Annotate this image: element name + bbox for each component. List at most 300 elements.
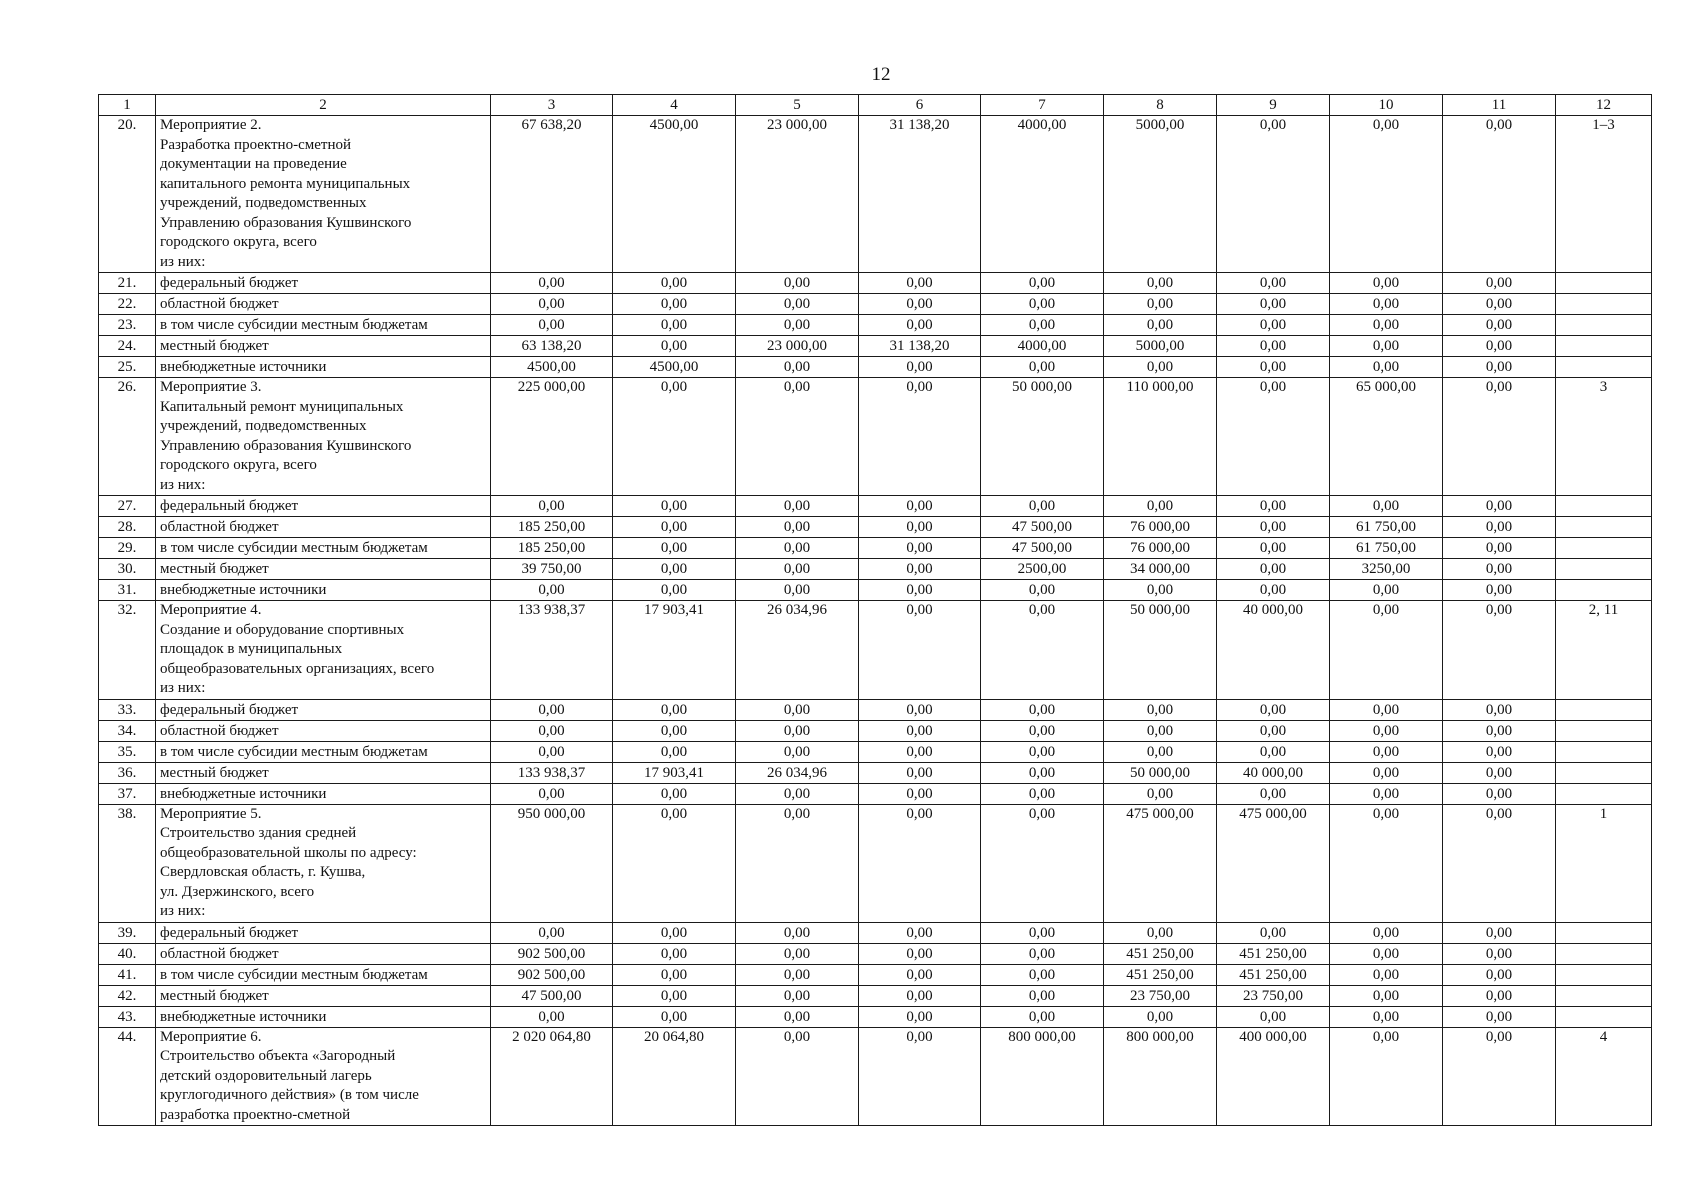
value-cell: 0,00 <box>859 538 981 559</box>
value-cell: 0,00 <box>1443 943 1556 964</box>
value-cell: 0,00 <box>736 783 859 804</box>
row-name-line: общеобразовательных организациях, всего <box>160 660 435 677</box>
table-row <box>99 699 1652 720</box>
value-cell: 0,00 <box>859 357 981 378</box>
table-row <box>99 315 1652 336</box>
value-cell: 451 250,00 <box>1217 964 1330 985</box>
value-cell: 0,00 <box>1443 538 1556 559</box>
header-row <box>99 95 1652 116</box>
value-cell: 0,00 <box>1330 294 1443 315</box>
row-name <box>156 1027 491 1126</box>
row-name-line: учреждений, подведомственных <box>160 195 367 211</box>
value-cell: 0,00 <box>1443 273 1556 294</box>
row-name: местный бюджет <box>156 762 491 783</box>
value-cell: 0,00 <box>981 741 1104 762</box>
target-indicators-cell <box>1556 964 1652 985</box>
value-cell: 0,00 <box>491 720 613 741</box>
value-cell: 0,00 <box>859 517 981 538</box>
value-cell: 0,00 <box>1217 357 1330 378</box>
column-header-5: 5 <box>736 95 859 116</box>
value-cell: 0,00 <box>981 943 1104 964</box>
value-cell: 0,00 <box>859 964 981 985</box>
budget-table <box>98 94 1652 1126</box>
value-cell: 0,00 <box>1330 804 1443 922</box>
row-number: 40. <box>99 943 156 964</box>
target-indicators-cell <box>1556 315 1652 336</box>
value-cell: 950 000,00 <box>491 804 613 922</box>
row-name-line: Управлению образования Кушвинского <box>160 437 412 454</box>
value-cell: 0,00 <box>1443 517 1556 538</box>
column-header-4: 4 <box>613 95 736 116</box>
value-cell: 0,00 <box>1443 922 1556 943</box>
row-name-line: разработка проектно-сметной <box>160 1106 351 1123</box>
row-name: федеральный бюджет <box>156 922 491 943</box>
value-cell: 0,00 <box>1217 496 1330 517</box>
value-cell: 0,00 <box>1104 922 1217 943</box>
value-cell: 0,00 <box>981 964 1104 985</box>
value-cell: 4500,00 <box>613 357 736 378</box>
value-cell: 4500,00 <box>491 357 613 378</box>
value-cell: 3250,00 <box>1330 559 1443 580</box>
target-indicators-cell: 1–3 <box>1556 116 1652 273</box>
value-cell: 0,00 <box>736 294 859 315</box>
target-indicators-cell <box>1556 580 1652 601</box>
row-name-line: Разработка проектно-сметной <box>160 136 351 153</box>
value-cell: 0,00 <box>981 762 1104 783</box>
value-cell: 0,00 <box>1443 741 1556 762</box>
value-cell: 40 000,00 <box>1217 762 1330 783</box>
value-cell: 0,00 <box>736 985 859 1006</box>
table-row <box>99 1006 1652 1027</box>
value-cell: 0,00 <box>1217 116 1330 273</box>
row-number: 42. <box>99 985 156 1006</box>
value-cell: 0,00 <box>1217 922 1330 943</box>
table-row <box>99 378 1652 496</box>
table-row <box>99 741 1652 762</box>
row-name-line: общеобразовательной школы по адресу: <box>160 844 417 861</box>
value-cell: 61 750,00 <box>1330 517 1443 538</box>
target-indicators-cell <box>1556 922 1652 943</box>
value-cell: 0,00 <box>613 922 736 943</box>
value-cell: 0,00 <box>981 720 1104 741</box>
value-cell: 0,00 <box>1104 1006 1217 1027</box>
row-number: 44. <box>99 1027 156 1126</box>
value-cell: 0,00 <box>981 985 1104 1006</box>
row-name: в том числе субсидии местным бюджетам <box>156 964 491 985</box>
column-header-1: 1 <box>99 95 156 116</box>
row-name: областной бюджет <box>156 294 491 315</box>
row-name: внебюджетные источники <box>156 783 491 804</box>
target-indicators-cell: 1 <box>1556 804 1652 922</box>
value-cell: 0,00 <box>859 580 981 601</box>
value-cell: 0,00 <box>1330 601 1443 700</box>
value-cell: 0,00 <box>1443 294 1556 315</box>
row-name-line: Мероприятие 6. <box>160 1028 262 1045</box>
value-cell: 0,00 <box>1443 315 1556 336</box>
row-name-line: городского округа, всего <box>160 457 317 473</box>
value-cell: 0,00 <box>613 783 736 804</box>
column-header-9: 9 <box>1217 95 1330 116</box>
target-indicators-cell: 3 <box>1556 378 1652 496</box>
value-cell: 0,00 <box>736 1027 859 1126</box>
row-number: 26. <box>99 378 156 496</box>
row-name <box>156 601 491 700</box>
value-cell: 0,00 <box>1217 315 1330 336</box>
row-name-line: Строительство здания средней <box>160 825 357 841</box>
value-cell: 0,00 <box>1330 336 1443 357</box>
row-name-line: детский оздоровительный лагерь <box>160 1067 372 1084</box>
row-name-line: городского округа, всего <box>160 234 317 250</box>
target-indicators-cell: 4 <box>1556 1027 1652 1126</box>
row-name: местный бюджет <box>156 336 491 357</box>
value-cell: 0,00 <box>1330 964 1443 985</box>
value-cell: 0,00 <box>613 496 736 517</box>
value-cell: 0,00 <box>1330 315 1443 336</box>
column-header-2: 2 <box>156 95 491 116</box>
table-body <box>99 95 1652 1126</box>
value-cell: 0,00 <box>1104 741 1217 762</box>
value-cell: 0,00 <box>1217 559 1330 580</box>
row-number: 24. <box>99 336 156 357</box>
value-cell: 0,00 <box>736 580 859 601</box>
table-row <box>99 943 1652 964</box>
value-cell: 34 000,00 <box>1104 559 1217 580</box>
row-number: 39. <box>99 922 156 943</box>
row-name: местный бюджет <box>156 985 491 1006</box>
value-cell: 0,00 <box>491 783 613 804</box>
value-cell: 0,00 <box>981 804 1104 922</box>
value-cell: 0,00 <box>736 804 859 922</box>
value-cell: 0,00 <box>736 378 859 496</box>
value-cell: 0,00 <box>1443 116 1556 273</box>
value-cell: 0,00 <box>736 559 859 580</box>
value-cell: 800 000,00 <box>981 1027 1104 1126</box>
target-indicators-cell <box>1556 336 1652 357</box>
value-cell: 0,00 <box>736 538 859 559</box>
table-row <box>99 580 1652 601</box>
value-cell: 0,00 <box>613 1006 736 1027</box>
value-cell: 0,00 <box>1330 783 1443 804</box>
value-cell: 50 000,00 <box>1104 762 1217 783</box>
table-row <box>99 294 1652 315</box>
value-cell: 0,00 <box>981 273 1104 294</box>
value-cell: 0,00 <box>1443 783 1556 804</box>
target-indicators-cell <box>1556 720 1652 741</box>
row-number: 43. <box>99 1006 156 1027</box>
value-cell: 31 138,20 <box>859 336 981 357</box>
value-cell: 0,00 <box>1443 720 1556 741</box>
value-cell: 0,00 <box>736 741 859 762</box>
row-name: внебюджетные источники <box>156 580 491 601</box>
row-number: 37. <box>99 783 156 804</box>
value-cell: 0,00 <box>1330 1006 1443 1027</box>
value-cell: 23 000,00 <box>736 116 859 273</box>
value-cell: 0,00 <box>613 273 736 294</box>
value-cell: 23 750,00 <box>1104 985 1217 1006</box>
table-row <box>99 783 1652 804</box>
value-cell: 0,00 <box>491 741 613 762</box>
value-cell: 0,00 <box>859 559 981 580</box>
target-indicators-cell <box>1556 538 1652 559</box>
target-indicators-cell <box>1556 699 1652 720</box>
value-cell: 0,00 <box>491 1006 613 1027</box>
table-row <box>99 496 1652 517</box>
value-cell: 0,00 <box>1217 538 1330 559</box>
value-cell: 0,00 <box>1104 315 1217 336</box>
row-name: в том числе субсидии местным бюджетам <box>156 315 491 336</box>
value-cell: 0,00 <box>1443 762 1556 783</box>
value-cell: 0,00 <box>1330 496 1443 517</box>
row-name: областной бюджет <box>156 517 491 538</box>
row-name: областной бюджет <box>156 943 491 964</box>
value-cell: 17 903,41 <box>613 762 736 783</box>
value-cell: 0,00 <box>613 378 736 496</box>
row-name-line: Мероприятие 2. <box>160 117 262 133</box>
value-cell: 225 000,00 <box>491 378 613 496</box>
row-name: внебюджетные источники <box>156 357 491 378</box>
value-cell: 0,00 <box>859 985 981 1006</box>
value-cell: 0,00 <box>1330 580 1443 601</box>
value-cell: 0,00 <box>613 720 736 741</box>
value-cell: 0,00 <box>981 922 1104 943</box>
target-indicators-cell <box>1556 985 1652 1006</box>
value-cell: 0,00 <box>736 964 859 985</box>
row-number: 31. <box>99 580 156 601</box>
row-name: в том числе субсидии местным бюджетам <box>156 538 491 559</box>
row-name: областной бюджет <box>156 720 491 741</box>
value-cell: 0,00 <box>1330 273 1443 294</box>
value-cell: 50 000,00 <box>1104 601 1217 700</box>
value-cell: 110 000,00 <box>1104 378 1217 496</box>
value-cell: 0,00 <box>613 559 736 580</box>
target-indicators-cell <box>1556 741 1652 762</box>
value-cell: 0,00 <box>1217 378 1330 496</box>
table-row <box>99 762 1652 783</box>
value-cell: 0,00 <box>981 580 1104 601</box>
table-row <box>99 601 1652 700</box>
value-cell: 800 000,00 <box>1104 1027 1217 1126</box>
value-cell: 0,00 <box>1217 741 1330 762</box>
value-cell: 76 000,00 <box>1104 538 1217 559</box>
value-cell: 0,00 <box>859 601 981 700</box>
value-cell: 0,00 <box>859 315 981 336</box>
table-row <box>99 720 1652 741</box>
value-cell: 0,00 <box>491 922 613 943</box>
value-cell: 0,00 <box>613 964 736 985</box>
value-cell: 0,00 <box>1443 1027 1556 1126</box>
value-cell: 39 750,00 <box>491 559 613 580</box>
value-cell: 475 000,00 <box>1217 804 1330 922</box>
value-cell: 902 500,00 <box>491 943 613 964</box>
row-name-line: из них: <box>160 903 206 919</box>
value-cell: 0,00 <box>859 1006 981 1027</box>
value-cell: 451 250,00 <box>1104 964 1217 985</box>
value-cell: 0,00 <box>859 922 981 943</box>
value-cell: 0,00 <box>981 315 1104 336</box>
row-name-line: из них: <box>160 476 206 493</box>
row-name <box>156 116 491 273</box>
value-cell: 0,00 <box>613 699 736 720</box>
value-cell: 0,00 <box>981 294 1104 315</box>
value-cell: 0,00 <box>613 315 736 336</box>
value-cell: 0,00 <box>1443 496 1556 517</box>
row-name: внебюджетные источники <box>156 1006 491 1027</box>
value-cell: 0,00 <box>1217 273 1330 294</box>
value-cell: 0,00 <box>1443 1006 1556 1027</box>
column-header-12: 12 <box>1556 95 1652 116</box>
value-cell: 0,00 <box>859 496 981 517</box>
value-cell: 451 250,00 <box>1104 943 1217 964</box>
value-cell: 0,00 <box>1104 699 1217 720</box>
table-row <box>99 538 1652 559</box>
row-number: 33. <box>99 699 156 720</box>
value-cell: 0,00 <box>1443 601 1556 700</box>
row-name-line: Свердловская область, г. Кушва, <box>160 864 366 880</box>
value-cell: 0,00 <box>1217 783 1330 804</box>
value-cell: 0,00 <box>859 1027 981 1126</box>
row-number: 36. <box>99 762 156 783</box>
table-row <box>99 1027 1652 1126</box>
value-cell: 40 000,00 <box>1217 601 1330 700</box>
row-number: 27. <box>99 496 156 517</box>
value-cell: 0,00 <box>736 720 859 741</box>
value-cell: 0,00 <box>1443 559 1556 580</box>
target-indicators-cell <box>1556 762 1652 783</box>
value-cell: 0,00 <box>981 699 1104 720</box>
value-cell: 0,00 <box>736 517 859 538</box>
target-indicators-cell <box>1556 273 1652 294</box>
value-cell: 4500,00 <box>613 116 736 273</box>
value-cell: 0,00 <box>613 294 736 315</box>
value-cell: 0,00 <box>1217 294 1330 315</box>
table-row <box>99 116 1652 273</box>
target-indicators-cell <box>1556 783 1652 804</box>
value-cell: 185 250,00 <box>491 538 613 559</box>
target-indicators-cell: 2, 11 <box>1556 601 1652 700</box>
value-cell: 23 000,00 <box>736 336 859 357</box>
value-cell: 2500,00 <box>981 559 1104 580</box>
value-cell: 0,00 <box>981 1006 1104 1027</box>
value-cell: 76 000,00 <box>1104 517 1217 538</box>
value-cell: 475 000,00 <box>1104 804 1217 922</box>
value-cell: 61 750,00 <box>1330 538 1443 559</box>
value-cell: 0,00 <box>1443 964 1556 985</box>
table-row <box>99 559 1652 580</box>
value-cell: 0,00 <box>981 496 1104 517</box>
value-cell: 4000,00 <box>981 336 1104 357</box>
target-indicators-cell <box>1556 496 1652 517</box>
row-name-line: ул. Дзержинского, всего <box>160 883 315 900</box>
row-number: 28. <box>99 517 156 538</box>
value-cell: 0,00 <box>491 580 613 601</box>
value-cell: 20 064,80 <box>613 1027 736 1126</box>
row-number: 22. <box>99 294 156 315</box>
row-number: 32. <box>99 601 156 700</box>
value-cell: 47 500,00 <box>981 538 1104 559</box>
target-indicators-cell <box>1556 559 1652 580</box>
value-cell: 0,00 <box>1217 517 1330 538</box>
value-cell: 0,00 <box>1217 720 1330 741</box>
target-indicators-cell <box>1556 517 1652 538</box>
value-cell: 0,00 <box>613 943 736 964</box>
value-cell: 0,00 <box>736 699 859 720</box>
value-cell: 2 020 064,80 <box>491 1027 613 1126</box>
value-cell: 0,00 <box>1330 357 1443 378</box>
value-cell: 0,00 <box>1330 985 1443 1006</box>
column-header-8: 8 <box>1104 95 1217 116</box>
value-cell: 0,00 <box>1443 580 1556 601</box>
target-indicators-cell <box>1556 943 1652 964</box>
value-cell: 0,00 <box>613 336 736 357</box>
value-cell: 47 500,00 <box>491 985 613 1006</box>
value-cell: 400 000,00 <box>1217 1027 1330 1126</box>
value-cell: 0,00 <box>736 315 859 336</box>
value-cell: 0,00 <box>613 517 736 538</box>
table-row <box>99 517 1652 538</box>
value-cell: 5000,00 <box>1104 336 1217 357</box>
column-header-11: 11 <box>1443 95 1556 116</box>
row-name-line: Управлению образования Кушвинского <box>160 214 412 231</box>
value-cell: 0,00 <box>613 741 736 762</box>
value-cell: 0,00 <box>736 496 859 517</box>
column-header-10: 10 <box>1330 95 1443 116</box>
value-cell: 0,00 <box>491 294 613 315</box>
value-cell: 0,00 <box>1443 357 1556 378</box>
value-cell: 0,00 <box>1443 336 1556 357</box>
value-cell: 0,00 <box>859 943 981 964</box>
value-cell: 0,00 <box>1104 294 1217 315</box>
value-cell: 0,00 <box>491 273 613 294</box>
value-cell: 0,00 <box>491 496 613 517</box>
value-cell: 0,00 <box>1104 357 1217 378</box>
value-cell: 0,00 <box>859 783 981 804</box>
value-cell: 63 138,20 <box>491 336 613 357</box>
row-name: федеральный бюджет <box>156 273 491 294</box>
value-cell: 0,00 <box>736 357 859 378</box>
row-name: федеральный бюджет <box>156 699 491 720</box>
value-cell: 0,00 <box>1217 699 1330 720</box>
value-cell: 0,00 <box>736 943 859 964</box>
row-name-line: капитального ремонта муниципальных <box>160 175 411 192</box>
row-name-line: Мероприятие 3. <box>160 379 262 395</box>
value-cell: 0,00 <box>859 720 981 741</box>
value-cell: 0,00 <box>1104 496 1217 517</box>
value-cell: 0,00 <box>859 741 981 762</box>
value-cell: 31 138,20 <box>859 116 981 273</box>
value-cell: 0,00 <box>491 315 613 336</box>
value-cell: 0,00 <box>1217 336 1330 357</box>
value-cell: 26 034,96 <box>736 762 859 783</box>
value-cell: 0,00 <box>859 699 981 720</box>
row-name-line: Создание и оборудование спортивных <box>160 621 405 638</box>
value-cell: 0,00 <box>1443 378 1556 496</box>
column-header-3: 3 <box>491 95 613 116</box>
value-cell: 133 938,37 <box>491 762 613 783</box>
row-name-line: площадок в муниципальных <box>160 641 343 657</box>
value-cell: 0,00 <box>859 294 981 315</box>
value-cell: 0,00 <box>1443 985 1556 1006</box>
value-cell: 0,00 <box>491 699 613 720</box>
column-header-7: 7 <box>981 95 1104 116</box>
value-cell: 133 938,37 <box>491 601 613 700</box>
column-header-6: 6 <box>859 95 981 116</box>
value-cell: 0,00 <box>736 1006 859 1027</box>
value-cell: 0,00 <box>736 922 859 943</box>
value-cell: 0,00 <box>1104 273 1217 294</box>
value-cell: 17 903,41 <box>613 601 736 700</box>
value-cell: 0,00 <box>613 580 736 601</box>
value-cell: 0,00 <box>613 538 736 559</box>
